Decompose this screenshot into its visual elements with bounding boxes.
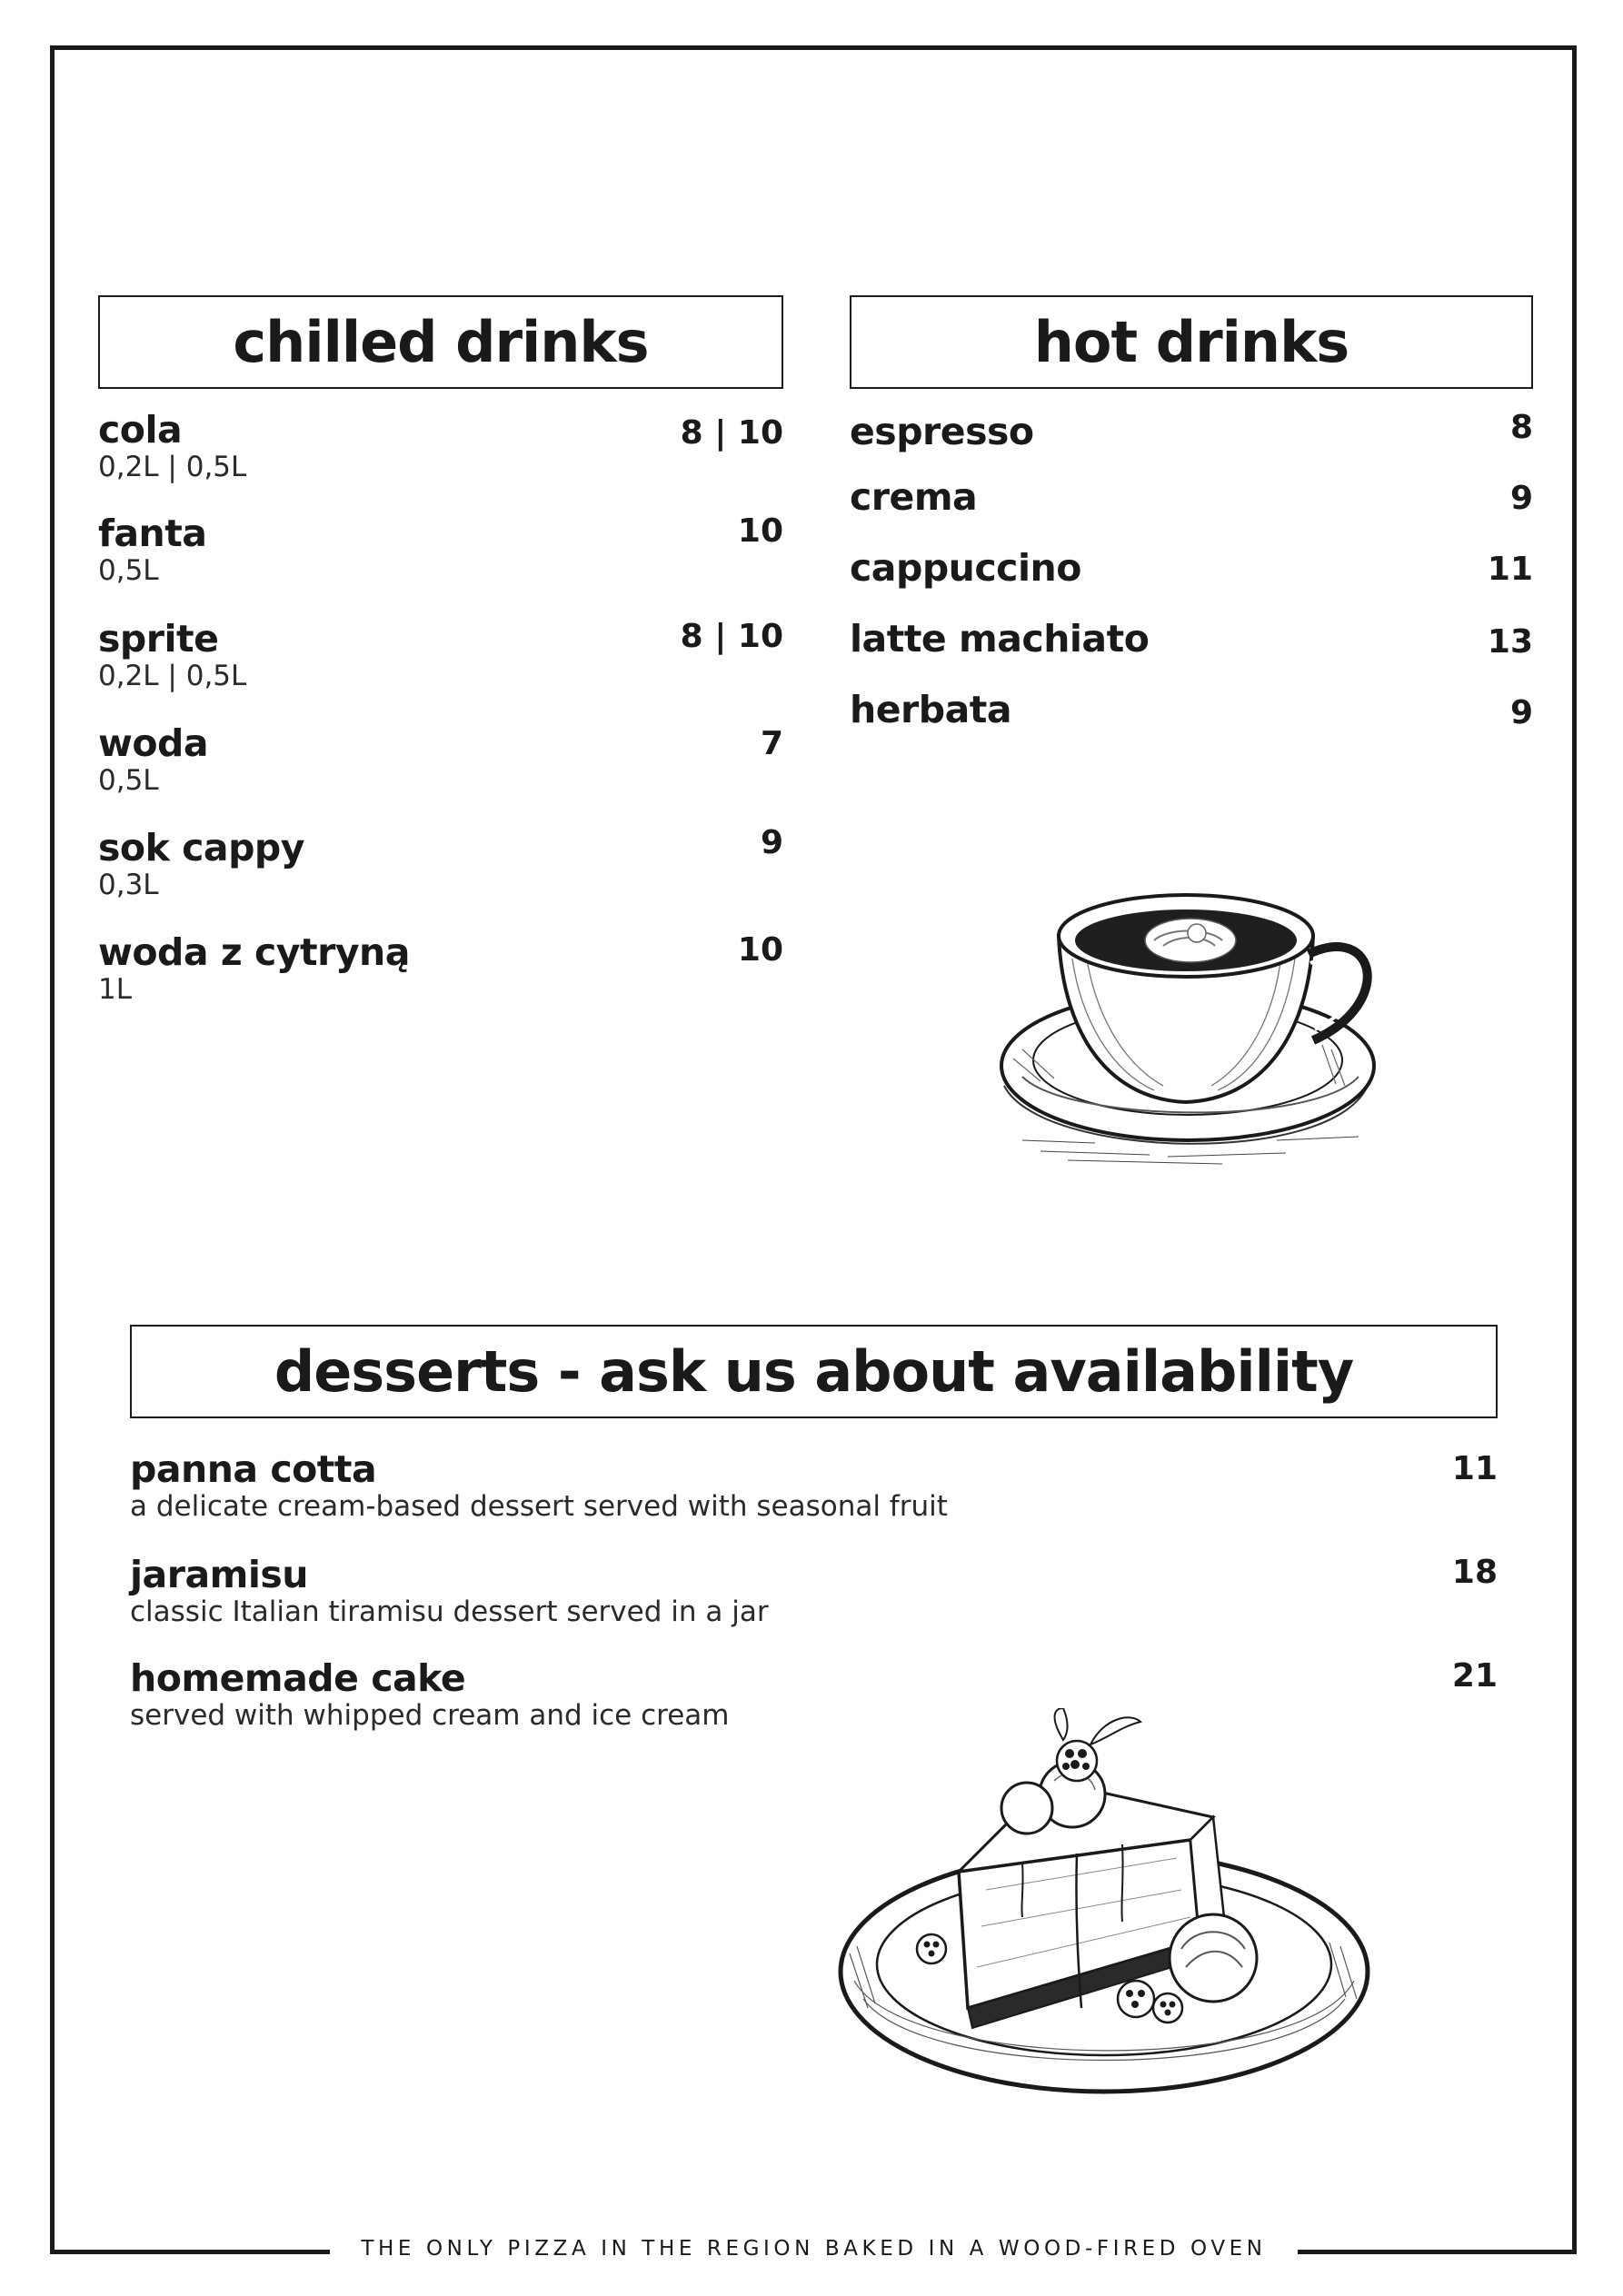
item-size: 0,2L | 0,5L: [98, 451, 247, 483]
item-name: herbata: [850, 688, 1011, 731]
item-name: jaramisu: [130, 1553, 308, 1596]
item-description: classic Italian tiramisu dessert served in a jar: [130, 1595, 769, 1628]
item-description: served with whipped cream and ice cream: [130, 1699, 730, 1732]
menu-item-latte-machiato: [850, 618, 1149, 660]
menu-item-homemade-cake: [130, 1657, 729, 1732]
menu-item-panna-cotta: [130, 1448, 948, 1523]
item-name: homemade cake: [130, 1656, 466, 1700]
item-name: panna cotta: [130, 1447, 377, 1491]
item-price: 9: [1509, 694, 1533, 731]
footer-tagline: THE ONLY PIZZA IN THE REGION BAKED IN A WOOD-FIRED OVEN: [361, 2237, 1267, 2261]
item-price: 8: [1509, 409, 1533, 446]
desserts-header: [130, 1325, 1498, 1418]
item-price: 11: [1451, 1450, 1498, 1487]
menu-item-jaramisu: [130, 1554, 769, 1628]
menu-item-sprite: [98, 618, 246, 692]
menu-item-cola: [98, 409, 246, 483]
item-name: crema: [850, 475, 978, 519]
menu-item-sok-cappy: [98, 827, 304, 901]
frame-bottom-right-border: [1298, 2250, 1577, 2254]
item-price: 9: [760, 824, 783, 861]
cake-slice-illustration: [831, 1708, 1377, 2099]
item-name: fanta: [98, 512, 207, 555]
item-name: cappuccino: [850, 546, 1081, 590]
hot-drinks-title: hot drinks: [1033, 309, 1349, 375]
menu-item-woda: [98, 722, 208, 797]
item-price: 9: [1509, 480, 1533, 517]
item-name: latte machiato: [850, 617, 1150, 661]
item-price: 11: [1487, 551, 1533, 588]
item-name: woda z cytryną: [98, 930, 410, 974]
item-price: 8 | 10: [680, 618, 783, 655]
frame-top-border: [50, 45, 1577, 50]
item-name: woda: [98, 721, 209, 765]
hot-drinks-header: [850, 295, 1533, 389]
item-name: sok cappy: [98, 826, 305, 870]
item-price: 10: [737, 931, 783, 969]
item-price: 13: [1487, 623, 1533, 661]
frame-left-border: [50, 45, 55, 2253]
item-name: sprite: [98, 617, 219, 661]
frame-right-border: [1572, 45, 1577, 2253]
item-size: 0,5L: [98, 764, 159, 797]
menu-item-fanta: [98, 512, 206, 587]
item-price: 21: [1451, 1657, 1498, 1695]
item-price: 18: [1451, 1554, 1498, 1591]
menu-item-cappuccino: [850, 547, 1081, 589]
item-size: 0,3L: [98, 869, 159, 901]
item-name: cola: [98, 408, 183, 452]
chilled-drinks-title: chilled drinks: [233, 309, 649, 375]
item-price: 8 | 10: [680, 414, 783, 452]
menu-item-woda-z-cytryna: [98, 931, 410, 1006]
frame-bottom-left-border: [50, 2250, 330, 2254]
item-size: 1L: [98, 973, 132, 1006]
menu-item-crema: [850, 476, 977, 518]
item-size: 0,5L: [98, 554, 159, 587]
desserts-title: desserts - ask us about availability: [274, 1338, 1354, 1405]
chilled-drinks-header: [98, 295, 783, 389]
item-size: 0,2L | 0,5L: [98, 660, 247, 692]
item-price: 10: [737, 512, 783, 550]
menu-item-herbata: [850, 689, 1011, 731]
menu-item-espresso: [850, 411, 1034, 452]
coffee-cup-illustration: [986, 868, 1386, 1186]
item-name: espresso: [850, 410, 1034, 453]
item-description: a delicate cream-based dessert served with seasonal fruit: [130, 1490, 948, 1523]
item-price: 7: [760, 725, 783, 762]
